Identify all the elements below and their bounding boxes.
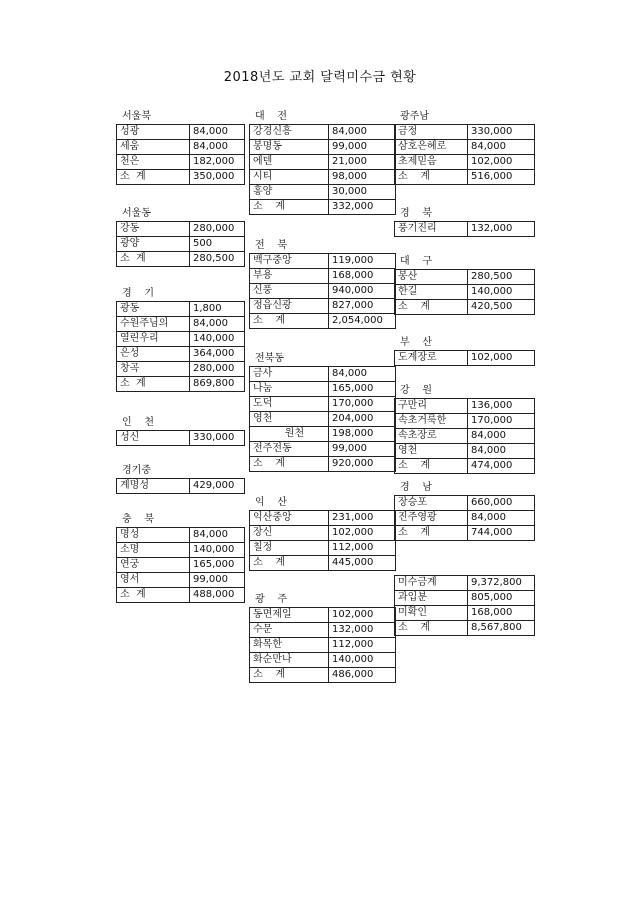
table-row: [250, 170, 396, 185]
table-row: [395, 300, 535, 315]
table-row: [395, 140, 535, 155]
table-row: [117, 543, 245, 558]
amount-cell: 119,000: [329, 254, 396, 269]
table-row: [117, 588, 245, 603]
church-name-cell: 동면제일: [250, 608, 329, 623]
amount-cell: 198,000: [329, 427, 396, 442]
region-label: 경기중: [122, 465, 151, 476]
amount-table: [249, 124, 396, 215]
amount-cell: 486,000: [329, 668, 396, 683]
amount-cell: 204,000: [329, 412, 396, 427]
region-label: 강 원: [400, 385, 433, 396]
amount-cell: 280,000: [190, 362, 245, 377]
church-name-cell: 익산중앙: [250, 511, 329, 526]
table-row: [250, 442, 396, 457]
amount-cell: 140,000: [329, 653, 396, 668]
table-row: [250, 299, 396, 314]
church-name-cell: 구만리: [395, 399, 468, 414]
church-name-cell: 소 계: [117, 588, 190, 603]
amount-cell: 280,500: [468, 270, 535, 285]
table-row: [250, 200, 396, 215]
table-row: [395, 170, 535, 185]
amount-cell: 1,800: [190, 302, 245, 317]
table-row: [395, 270, 535, 285]
region-label: 광 주: [255, 594, 288, 605]
amount-cell: 516,000: [468, 170, 535, 185]
church-name-cell: 원천: [250, 427, 329, 442]
church-name-cell: 금정: [395, 125, 468, 140]
church-name-cell: 시티: [250, 170, 329, 185]
table-row: [395, 526, 535, 541]
amount-table: [116, 527, 245, 603]
table-row: [395, 444, 535, 459]
table-row: [395, 606, 535, 621]
amount-cell: 429,000: [190, 479, 245, 494]
amount-cell: 84,000: [190, 125, 245, 140]
region-label: 충 북: [122, 514, 155, 525]
church-name-cell: 부용: [250, 269, 329, 284]
church-name-cell: 광양: [117, 237, 190, 252]
region-section: [394, 336, 535, 366]
amount-cell: 445,000: [329, 556, 396, 571]
amount-cell: 21,000: [329, 155, 396, 170]
table-row: [250, 382, 396, 397]
table-row: [250, 254, 396, 269]
church-name-cell: 속초장로: [395, 429, 468, 444]
church-name-cell: 장신: [250, 526, 329, 541]
amount-table: [116, 478, 245, 494]
church-name-cell: 에덴: [250, 155, 329, 170]
table-row: [395, 399, 535, 414]
church-name-cell: 소 계: [395, 170, 468, 185]
church-name-cell: 소 계: [395, 300, 468, 315]
region-section: [116, 110, 245, 185]
church-name-cell: 소 계: [117, 170, 190, 185]
church-name-cell: 미확인: [395, 606, 468, 621]
amount-table: [394, 269, 535, 315]
table-row: [395, 285, 535, 300]
table-row: [250, 185, 396, 200]
amount-cell: 940,000: [329, 284, 396, 299]
church-name-cell: 미수금계: [395, 576, 468, 591]
amount-cell: 744,000: [468, 526, 535, 541]
amount-cell: 280,000: [190, 222, 245, 237]
amount-table: [394, 575, 535, 636]
church-name-cell: 소 계: [395, 526, 468, 541]
amount-cell: 500: [190, 237, 245, 252]
amount-cell: 2,054,000: [329, 314, 396, 329]
church-name-cell: 삼호은혜로: [395, 140, 468, 155]
church-name-cell: 열린우리: [117, 332, 190, 347]
amount-cell: 474,000: [468, 459, 535, 474]
amount-cell: 140,000: [190, 543, 245, 558]
amount-table: [394, 398, 535, 474]
table-row: [250, 638, 396, 653]
region-section: [116, 464, 245, 494]
amount-cell: 99,000: [329, 442, 396, 457]
table-row: [117, 528, 245, 543]
table-row: [117, 252, 245, 267]
table-row: [395, 576, 535, 591]
amount-table: [394, 350, 535, 366]
table-row: [250, 125, 396, 140]
region-section: [116, 287, 245, 392]
amount-cell: 102,000: [329, 608, 396, 623]
church-name-cell: 계명성: [117, 479, 190, 494]
church-name-cell: 강동: [117, 222, 190, 237]
table-row: [395, 429, 535, 444]
church-name-cell: 소 계: [395, 621, 468, 636]
table-row: [250, 155, 396, 170]
table-row: [117, 362, 245, 377]
amount-cell: 165,000: [329, 382, 396, 397]
table-row: [250, 314, 396, 329]
amount-cell: 102,000: [329, 526, 396, 541]
amount-cell: 170,000: [468, 414, 535, 429]
table-row: [250, 457, 396, 472]
church-name-cell: 화목한: [250, 638, 329, 653]
amount-cell: 112,000: [329, 638, 396, 653]
amount-table: [394, 221, 535, 237]
amount-cell: 84,000: [329, 125, 396, 140]
table-row: [250, 367, 396, 382]
amount-cell: 136,000: [468, 399, 535, 414]
church-name-cell: 풍기진리: [395, 222, 468, 237]
church-name-cell: 소 계: [250, 668, 329, 683]
amount-cell: 488,000: [190, 588, 245, 603]
church-name-cell: 백구중앙: [250, 254, 329, 269]
region-section: [249, 239, 396, 329]
table-row: [117, 377, 245, 392]
amount-cell: 9,372,800: [468, 576, 535, 591]
church-name-cell: 강경신흥: [250, 125, 329, 140]
region-label: 부 산: [400, 337, 433, 348]
church-name-cell: 금사: [250, 367, 329, 382]
amount-cell: 869,800: [190, 377, 245, 392]
table-row: [117, 479, 245, 494]
region-section: [249, 110, 396, 215]
table-row: [117, 558, 245, 573]
region-section: [116, 416, 245, 446]
amount-table: [116, 124, 245, 185]
church-name-cell: 성광: [117, 125, 190, 140]
table-row: [117, 170, 245, 185]
table-row: [395, 222, 535, 237]
region-label: 대 구: [400, 256, 433, 267]
amount-cell: 84,000: [468, 511, 535, 526]
amount-cell: 420,500: [468, 300, 535, 315]
amount-cell: 332,000: [329, 200, 396, 215]
table-row: [250, 284, 396, 299]
region-section: [249, 593, 396, 683]
church-name-cell: 전주전동: [250, 442, 329, 457]
amount-table: [249, 607, 396, 683]
church-name-cell: 장승포: [395, 496, 468, 511]
region-label: 익 산: [255, 497, 288, 508]
amount-cell: 84,000: [190, 528, 245, 543]
region-label: 경 남: [400, 482, 433, 493]
table-row: [250, 541, 396, 556]
region-label: 전 북: [255, 240, 288, 251]
amount-cell: 8,567,800: [468, 621, 535, 636]
table-row: [395, 591, 535, 606]
table-row: [117, 347, 245, 362]
region-section: [116, 513, 245, 603]
church-name-cell: 속초거룩한: [395, 414, 468, 429]
table-row: [117, 573, 245, 588]
table-row: [250, 412, 396, 427]
table-row: [250, 623, 396, 638]
table-row: [117, 431, 245, 446]
church-name-cell: 도계장로: [395, 351, 468, 366]
table-row: [117, 155, 245, 170]
region-section: [394, 255, 535, 315]
amount-cell: 168,000: [329, 269, 396, 284]
table-row: [395, 621, 535, 636]
church-name-cell: 도덕: [250, 397, 329, 412]
amount-cell: 30,000: [329, 185, 396, 200]
amount-cell: 140,000: [468, 285, 535, 300]
church-name-cell: 소 계: [395, 459, 468, 474]
amount-cell: 112,000: [329, 541, 396, 556]
amount-table: [116, 301, 245, 392]
church-name-cell: 정읍신광: [250, 299, 329, 314]
region-label: 서울동: [122, 208, 151, 219]
church-name-cell: 소 계: [117, 252, 190, 267]
church-name-cell: 나눔: [250, 382, 329, 397]
amount-cell: 84,000: [468, 140, 535, 155]
region-section: [249, 496, 396, 571]
church-name-cell: 초제믿음: [395, 155, 468, 170]
table-row: [250, 526, 396, 541]
amount-cell: 364,000: [190, 347, 245, 362]
church-name-cell: 소 계: [250, 314, 329, 329]
table-row: [117, 222, 245, 237]
amount-cell: 660,000: [468, 496, 535, 511]
church-name-cell: 봉명동: [250, 140, 329, 155]
table-row: [117, 302, 245, 317]
church-name-cell: 소명: [117, 543, 190, 558]
region-section: [394, 561, 535, 636]
church-name-cell: 천은: [117, 155, 190, 170]
church-name-cell: 홍양: [250, 185, 329, 200]
amount-cell: 805,000: [468, 591, 535, 606]
amount-table: [249, 366, 396, 472]
church-name-cell: 수문: [250, 623, 329, 638]
amount-cell: 132,000: [468, 222, 535, 237]
table-row: [250, 269, 396, 284]
region-label: 서울북: [122, 111, 151, 122]
church-name-cell: 광동: [117, 302, 190, 317]
amount-cell: 170,000: [329, 397, 396, 412]
amount-cell: 350,000: [190, 170, 245, 185]
amount-cell: 280,500: [190, 252, 245, 267]
amount-cell: 827,000: [329, 299, 396, 314]
table-row: [395, 125, 535, 140]
table-row: [250, 511, 396, 526]
table-row: [250, 668, 396, 683]
amount-cell: 84,000: [190, 140, 245, 155]
amount-cell: 84,000: [468, 444, 535, 459]
region-section: [116, 207, 245, 267]
church-name-cell: 소 계: [250, 200, 329, 215]
amount-table: [249, 510, 396, 571]
church-name-cell: 영서: [117, 573, 190, 588]
church-name-cell: 과입분: [395, 591, 468, 606]
table-row: [395, 459, 535, 474]
region-label: 광주남: [400, 111, 429, 122]
amount-cell: 330,000: [468, 125, 535, 140]
amount-cell: 84,000: [190, 317, 245, 332]
region-section: [394, 207, 535, 237]
church-name-cell: 화순만나: [250, 653, 329, 668]
amount-cell: 102,000: [468, 155, 535, 170]
table-row: [117, 237, 245, 252]
table-row: [395, 496, 535, 511]
church-name-cell: 수원주님의: [117, 317, 190, 332]
amount-cell: 84,000: [329, 367, 396, 382]
amount-cell: 231,000: [329, 511, 396, 526]
church-name-cell: 영천: [395, 444, 468, 459]
region-section: [249, 352, 396, 472]
church-name-cell: 소 계: [117, 377, 190, 392]
church-name-cell: 소 계: [250, 556, 329, 571]
amount-cell: 99,000: [190, 573, 245, 588]
region-label: 경 기: [122, 288, 155, 299]
table-row: [395, 351, 535, 366]
amount-cell: 920,000: [329, 457, 396, 472]
amount-table: [394, 495, 535, 541]
church-name-cell: 세움: [117, 140, 190, 155]
church-name-cell: 칠정: [250, 541, 329, 556]
table-row: [250, 608, 396, 623]
amount-cell: 99,000: [329, 140, 396, 155]
amount-cell: 140,000: [190, 332, 245, 347]
church-name-cell: 성신: [117, 431, 190, 446]
church-name-cell: 은성: [117, 347, 190, 362]
page-title: 2018년도 교회 달력미수금 현황: [223, 70, 417, 85]
church-name-cell: 연궁: [117, 558, 190, 573]
church-name-cell: 창곡: [117, 362, 190, 377]
amount-table: [249, 253, 396, 329]
table-row: [250, 140, 396, 155]
amount-cell: 330,000: [190, 431, 245, 446]
amount-cell: 102,000: [468, 351, 535, 366]
church-name-cell: 진주영광: [395, 511, 468, 526]
amount-cell: 168,000: [468, 606, 535, 621]
church-name-cell: 명성: [117, 528, 190, 543]
table-row: [117, 125, 245, 140]
region-label: 인 천: [122, 417, 155, 428]
region-section: [394, 481, 535, 541]
church-name-cell: 소 계: [250, 457, 329, 472]
table-row: [395, 155, 535, 170]
region-label: 전북동: [255, 353, 284, 364]
amount-cell: 132,000: [329, 623, 396, 638]
church-name-cell: 봉산: [395, 270, 468, 285]
table-row: [395, 414, 535, 429]
region-label: 대 전: [255, 111, 288, 122]
amount-table: [116, 430, 245, 446]
table-row: [250, 427, 396, 442]
table-row: [395, 511, 535, 526]
church-name-cell: 신풍: [250, 284, 329, 299]
amount-cell: 182,000: [190, 155, 245, 170]
table-row: [117, 317, 245, 332]
region-section: [394, 110, 535, 185]
table-row: [117, 140, 245, 155]
church-name-cell: 영천: [250, 412, 329, 427]
region-section: [394, 384, 535, 474]
amount-cell: 84,000: [468, 429, 535, 444]
church-name-cell: 한길: [395, 285, 468, 300]
table-row: [117, 332, 245, 347]
table-row: [250, 653, 396, 668]
amount-cell: 165,000: [190, 558, 245, 573]
amount-table: [116, 221, 245, 267]
amount-table: [394, 124, 535, 185]
region-label: 경 북: [400, 208, 433, 219]
amount-cell: 98,000: [329, 170, 396, 185]
table-row: [250, 556, 396, 571]
table-row: [250, 397, 396, 412]
